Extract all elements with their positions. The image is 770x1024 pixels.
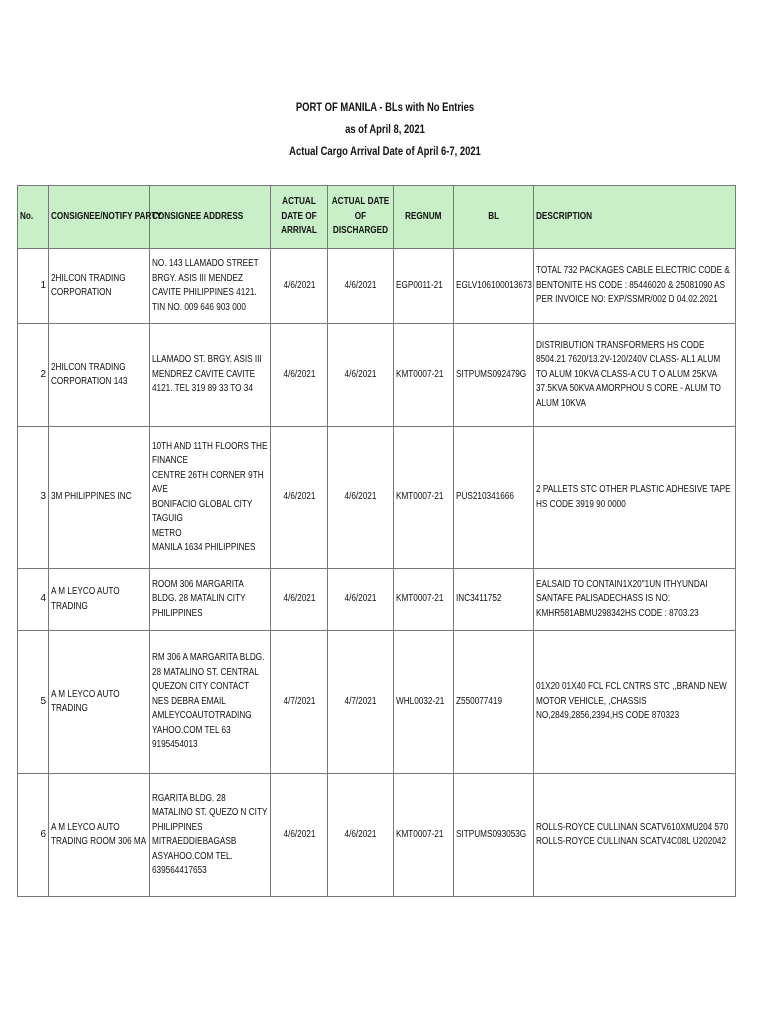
row-description: EALSAID TO CONTAIN1X20"1UN ITHYUNDAI SANTAFE PALISADECHASS IS NO: KMHR581ABMU298342HS CODE : 8703.23 [534, 569, 736, 631]
row-address: NO. 143 LLAMADO STREET BRGY. ASIS III MENDEZ CAVITE PHILIPPINES 4121. TIN NO. 009 646 903 000 [150, 249, 271, 324]
row-no: 4 [18, 569, 49, 631]
header-regnum: REGNUM [394, 186, 454, 249]
header-discharged: ACTUAL DATE OF DISCHARGED [328, 186, 394, 249]
row-bl: Z550077419 [454, 631, 534, 774]
row-regnum: WHL0032-21 [394, 631, 454, 774]
row-regnum: KMT0007-21 [394, 774, 454, 897]
header-description: DESCRIPTION [534, 186, 736, 249]
row-arrival: 4/6/2021 [271, 774, 328, 897]
row-no: 2 [18, 324, 49, 427]
header-no: No. [18, 186, 49, 249]
report-arrival-range: Actual Cargo Arrival Date of April 6-7, 2021 [289, 146, 481, 158]
row-description: 01X20 01X40 FCL FCL CNTRS STC ,,BRAND NEW MOTOR VEHICLE, ,CHASSIS NO,2849,2856,2394,HS CODE 870323 [534, 631, 736, 774]
table-row [18, 774, 736, 897]
row-regnum: KMT0007-21 [394, 324, 454, 427]
row-discharged: 4/6/2021 [328, 774, 394, 897]
row-address: LLAMADO ST. BRGY. ASIS III MENDREZ CAVITE CAVITE 4121. TEL 319 89 33 TO 34 [150, 324, 271, 427]
row-description: TOTAL 732 PACKAGES CABLE ELECTRIC CODE & BENTONITE HS CODE : 85446020 & 25081090 AS PER INVOICE NO: EXP/SSMR/002 D 04.02.2021 [534, 249, 736, 324]
row-bl: SITPUMS092479G [454, 324, 534, 427]
table-row [18, 324, 736, 427]
table-row [18, 631, 736, 774]
row-discharged: 4/7/2021 [328, 631, 394, 774]
row-description: 2 PALLETS STC OTHER PLASTIC ADHESIVE TAPE HS CODE 3919 90 0000 [534, 427, 736, 569]
header-bl: BL [454, 186, 534, 249]
header-arrival: ACTUAL DATE OF ARRIVAL [271, 186, 328, 249]
row-consignee: 2HILCON TRADING CORPORATION 143 [49, 324, 150, 427]
row-address: ROOM 306 MARGARITA BLDG. 28 MATALIN CITY PHILIPPINES [150, 569, 271, 631]
row-description: DISTRIBUTION TRANSFORMERS HS CODE 8504.21 7620/13.2V-120/240V CLASS- AL1 ALUM TO ALUM 10KVA CLASS-A CU T O ALUM 25KVA 37.5KVA 50KVA AMORPHOU S CORE - ALUM TO ALUM 10KVA [534, 324, 736, 427]
report-title: PORT OF MANILA - BLs with No Entries [295, 102, 475, 114]
row-bl: EGLV106100013673 [454, 249, 534, 324]
row-bl: PUS210341666 [454, 427, 534, 569]
table-row [18, 249, 736, 324]
row-bl: SITPUMS093053G [454, 774, 534, 897]
table-row [18, 569, 736, 631]
row-no: 1 [18, 249, 49, 324]
row-address: RM 306 A MARGARITA BLDG. 28 MATALINO ST. CENTRAL QUEZON CITY CONTACT NES DEBRA EMAIL AMLEYCOAUTOTRADING YAHOO.COM TEL 63 9195454013 [150, 631, 271, 774]
row-arrival: 4/6/2021 [271, 249, 328, 324]
table-row [18, 427, 736, 569]
row-consignee: A M LEYCO AUTO TRADING [49, 631, 150, 774]
row-no: 3 [18, 427, 49, 569]
row-address: RGARITA BLDG. 28 MATALINO ST. QUEZO N CITY PHILIPPINES MITRAEDDIEBAGASB ASYAHOO.COM TEL. 639564417653 [150, 774, 271, 897]
row-no: 6 [18, 774, 49, 897]
row-discharged: 4/6/2021 [328, 249, 394, 324]
report-title-block [0, 97, 770, 163]
row-arrival: 4/6/2021 [271, 569, 328, 631]
bl-table [17, 185, 736, 897]
row-consignee: A M LEYCO AUTO TRADING ROOM 306 MA [49, 774, 150, 897]
row-regnum: EGP0011-21 [394, 249, 454, 324]
row-consignee: 2HILCON TRADING CORPORATION [49, 249, 150, 324]
row-regnum: KMT0007-21 [394, 427, 454, 569]
row-arrival: 4/6/2021 [271, 427, 328, 569]
row-no: 5 [18, 631, 49, 774]
row-discharged: 4/6/2021 [328, 427, 394, 569]
header-address: CONSIGNEE ADDRESS [150, 186, 271, 249]
row-bl: INC3411752 [454, 569, 534, 631]
row-arrival: 4/6/2021 [271, 324, 328, 427]
header-consignee: CONSIGNEE/NOTIFY PARTY [49, 186, 150, 249]
row-address: 10TH AND 11TH FLOORS THE FINANCE CENTRE 26TH CORNER 9TH AVE BONIFACIO GLOBAL CITY TAGUIG METRO MANILA 1634 PHILIPPINES [150, 427, 271, 569]
row-discharged: 4/6/2021 [328, 569, 394, 631]
row-consignee: 3M PHILIPPINES INC [49, 427, 150, 569]
row-consignee: A M LEYCO AUTO TRADING [49, 569, 150, 631]
row-description: ROLLS-ROYCE CULLINAN SCATV610XMU204 570 ROLLS-ROYCE CULLINAN SCATV4C08L U202042 [534, 774, 736, 897]
row-arrival: 4/7/2021 [271, 631, 328, 774]
row-discharged: 4/6/2021 [328, 324, 394, 427]
table-header-row [18, 186, 736, 249]
report-as-of-date: as of April 8, 2021 [345, 124, 425, 136]
row-regnum: KMT0007-21 [394, 569, 454, 631]
